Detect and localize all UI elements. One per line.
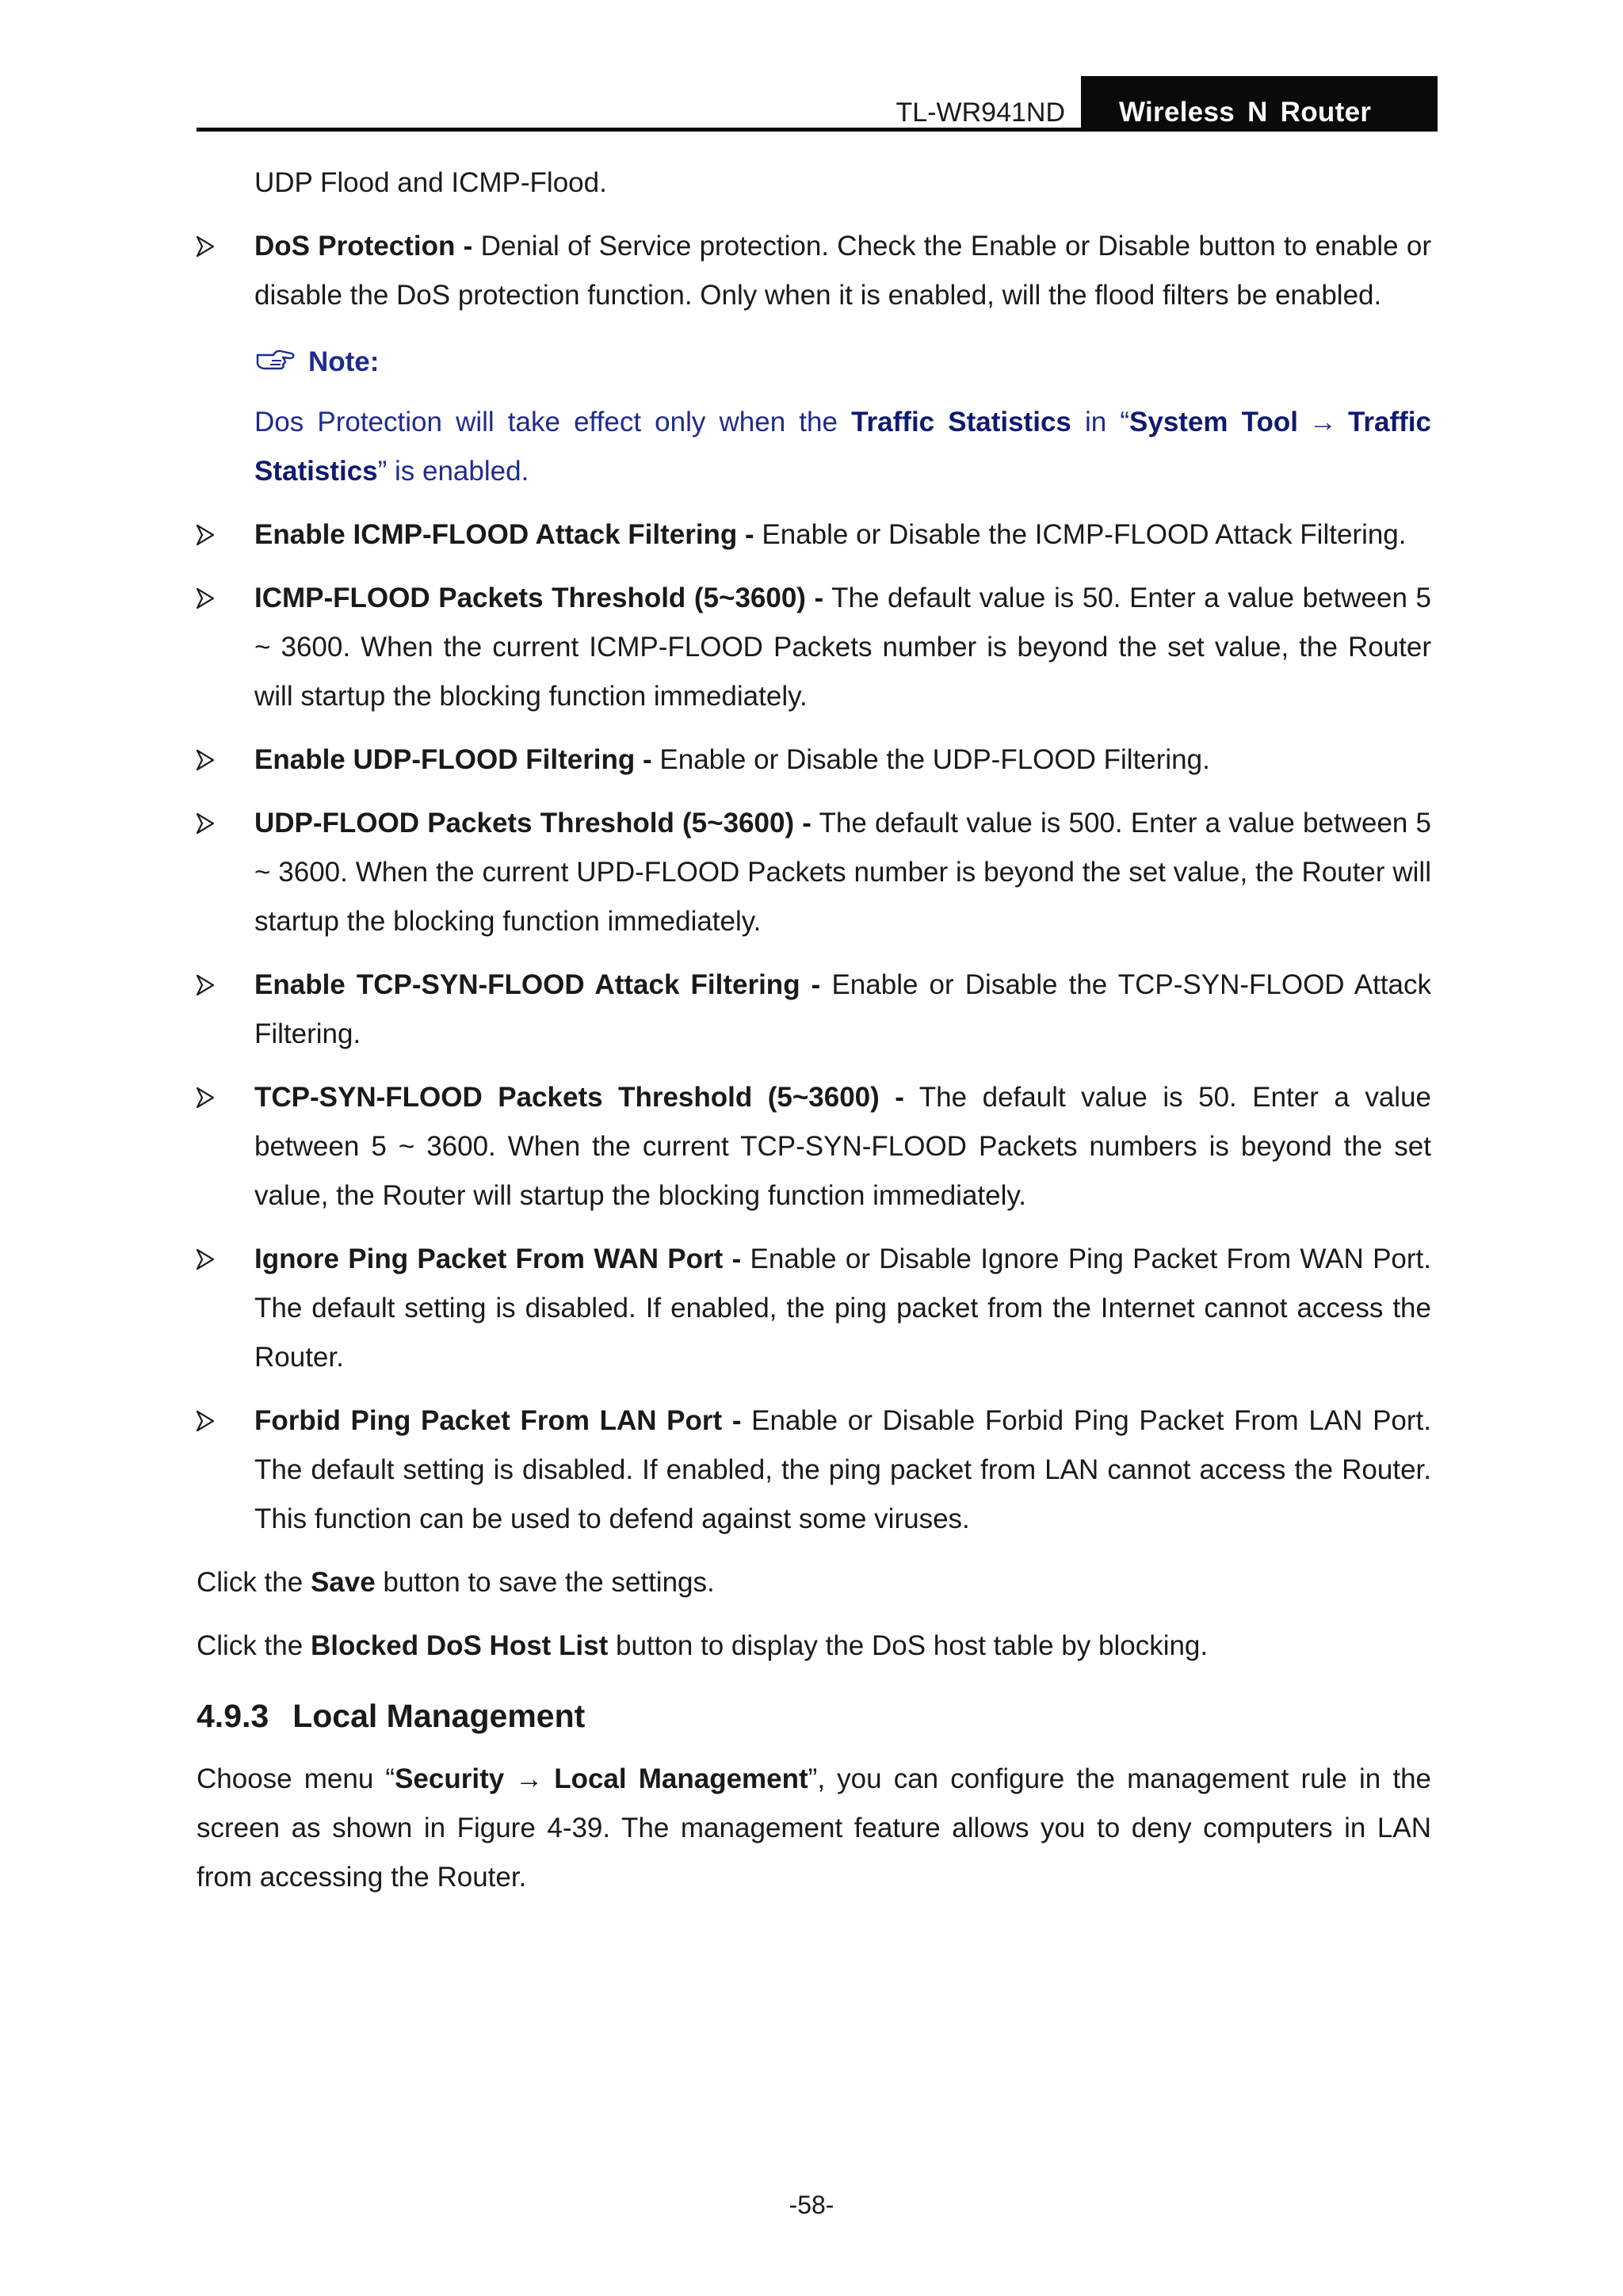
section-title: Local Management: [292, 1698, 586, 1734]
item-text: Enable or Disable the TCP-SYN-FLOOD Attack Filtering.: [254, 969, 1431, 1049]
section-paragraph: [197, 1755, 1431, 1902]
note-text-part: ” is enabled.: [377, 456, 529, 487]
note-bold-system-tool: System Tool: [1129, 407, 1298, 437]
text-part: Click the: [197, 1567, 311, 1598]
item-term: ICMP-FLOOD Packets Threshold (5~3600) -: [254, 583, 824, 613]
list-item: [197, 735, 1431, 785]
item-text: Denial of Service protection. Check the Enable or Disable button to enable or disable the DoS protection function. Only when it is enabled, will the flood filters be enabled.: [254, 231, 1431, 311]
header-rule: [197, 128, 1438, 132]
arrowhead-bullet-icon: [197, 510, 228, 560]
item-term: UDP-FLOOD Packets Threshold (5~3600) -: [254, 808, 812, 839]
text-part: Click the: [197, 1630, 311, 1661]
arrowhead-bullet-icon: [197, 1073, 228, 1122]
note-text-part: Dos Protection will take effect only when the: [254, 407, 852, 437]
list-item: [197, 1073, 1431, 1221]
list-item: [197, 510, 1431, 560]
item-term: TCP-SYN-FLOOD Packets Threshold (5~3600) -: [254, 1082, 904, 1113]
page-number: -58-: [789, 2191, 834, 2219]
arrowhead-bullet-icon: [197, 1235, 228, 1284]
item-term: Forbid Ping Packet From LAN Port -: [254, 1405, 742, 1436]
note-bold-traffic-statistics-2: Traffic Statistics: [254, 407, 1431, 487]
intro-line: UDP Flood and ICMP-Flood.: [254, 167, 607, 198]
header-product-label: Wireless N Router: [1081, 76, 1438, 132]
arrowhead-bullet-icon: [197, 222, 228, 271]
header-model: TL-WR941ND: [896, 97, 1065, 128]
note-text-part: in “: [1071, 407, 1130, 437]
list-item: [197, 574, 1431, 721]
note-title: Note:: [308, 346, 380, 377]
save-button-reference: Save: [310, 1567, 376, 1598]
item-text: The default value is 500. Enter a value between 5 ~ 3600. When the current UPD-FLOOD Packets number is beyond the set value, the Router will startup the blocking function immediately.: [254, 808, 1432, 937]
blocked-list-instruction: [197, 1622, 1431, 1671]
list-item: [197, 1235, 1431, 1382]
list-item-dos-protection: [197, 222, 1431, 320]
arrowhead-bullet-icon: [197, 961, 228, 1010]
text-part: Choose menu “: [197, 1763, 395, 1794]
section-number: 4.9.3: [197, 1698, 269, 1734]
arrowhead-bullet-icon: [197, 574, 228, 623]
item-term: DoS Protection -: [254, 231, 473, 262]
blocked-host-list-reference: Blocked DoS Host List: [310, 1630, 609, 1661]
arrowhead-bullet-icon: [197, 799, 228, 848]
item-term: Enable ICMP-FLOOD Attack Filtering -: [254, 519, 754, 550]
item-text: Enable or Disable Forbid Ping Packet From LAN Port. The default setting is disabled. If enabled, the ping packet from LAN cannot access the Router. This function can be used to defend against some viruses.: [254, 1405, 1431, 1534]
item-text: Enable or Disable the ICMP-FLOOD Attack Filtering.: [754, 519, 1407, 550]
save-instruction: [197, 1558, 1431, 1607]
menu-security-reference: Security: [395, 1763, 505, 1794]
item-term: Enable TCP-SYN-FLOOD Attack Filtering -: [254, 969, 821, 1000]
arrowhead-bullet-icon: [197, 1396, 228, 1446]
text-part: button to save the settings.: [375, 1567, 715, 1598]
menu-local-management-reference: Local Management: [554, 1763, 808, 1794]
note-heading: [197, 338, 1431, 387]
pointing-hand-icon: [254, 338, 308, 387]
list-item: [197, 799, 1431, 946]
item-text: The default value is 50. Enter a value between 5 ~ 3600. When the current TCP-SYN-FLOOD Packets numbers is beyond the set value, the Router will startup the blocking function immediately.: [254, 1082, 1432, 1211]
item-text: Enable or Disable the UDP-FLOOD Filtering.: [651, 744, 1210, 775]
document-body: [197, 159, 1431, 1902]
item-text: The default value is 50. Enter a value between 5 ~ 3600. When the current ICMP-FLOOD Packets number is beyond the set value, the Router will startup the blocking function immediately.: [254, 583, 1431, 712]
right-arrow-icon: →: [515, 1763, 544, 1794]
text-part: button to display the DoS host table by blocking.: [608, 1630, 1209, 1661]
note-text: [197, 398, 1431, 496]
right-arrow-icon: →: [1308, 407, 1337, 437]
item-term: Enable UDP-FLOOD Filtering -: [254, 744, 652, 775]
arrowhead-bullet-icon: [197, 735, 228, 785]
list-item: [197, 961, 1431, 1059]
note-bold-traffic-statistics: Traffic Statistics: [851, 407, 1071, 437]
item-term: Ignore Ping Packet From WAN Port -: [254, 1244, 742, 1274]
page-header: [197, 76, 1438, 132]
text-part: ”, you can configure the management rule in the screen as shown in Figure 4-39. The management feature allows you to deny computers in LAN from accessing the Router.: [197, 1763, 1431, 1893]
section-heading: [197, 1691, 1431, 1740]
item-text: Enable or Disable Ignore Ping Packet From WAN Port. The default setting is disabled. If enabled, the ping packet from the Internet cannot access the Router.: [254, 1244, 1431, 1373]
list-item: [197, 1396, 1431, 1544]
